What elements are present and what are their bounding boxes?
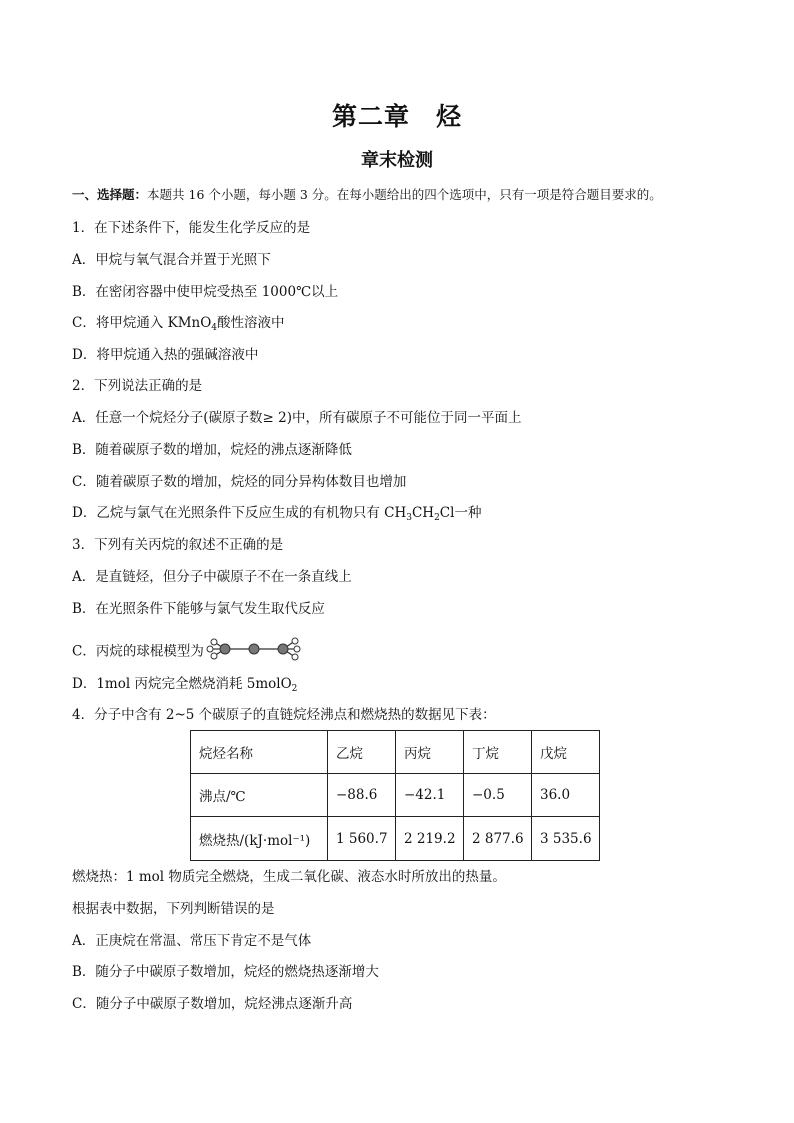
q3-option-c-text: C．丙烷的球棍模型为 (72, 643, 204, 660)
q3-option-d-subscript: 2 (291, 684, 298, 694)
q3-stem: 3．下列有关丙烷的叙述不正确的是 (72, 537, 284, 553)
q2-stem: 2．下列说法正确的是 (72, 378, 203, 394)
table-cell: −88.6 (328, 774, 396, 817)
chapter-title: 第二章 烃 (331, 102, 462, 131)
table-row-label: 沸点/℃ (191, 774, 328, 817)
section-label: 一、选择题： (72, 187, 148, 202)
table-header-row (191, 731, 600, 774)
q1-option-c-subscript: 4 (211, 323, 218, 333)
q1-option-c (72, 313, 285, 338)
q4-option-a: A．正庚烷在常温、常压下肯定不是气体 (72, 933, 312, 949)
propane-ball-stick-model-icon (206, 636, 302, 668)
alkane-data-table (190, 730, 600, 861)
q1-option-a: A．甲烷与氧气混合并置于光照下 (72, 252, 271, 268)
q2-option-d-sub1: 3 (406, 513, 412, 523)
table-cell: 3 535.6 (532, 817, 600, 861)
q4-stem: 4．分子中含有 2~5 个碳原子的直链烷烃沸点和燃烧热的数据见下表： (72, 707, 496, 723)
q2-option-d-text-end: Cl一种 (439, 505, 482, 521)
q1-stem: 1．在下述条件下，能发生化学反应的是 (72, 220, 311, 236)
q2-option-b: B．随着碳原子数的增加，烷烃的沸点逐渐降低 (72, 442, 352, 458)
table-header-cell: 丙烷 (396, 731, 464, 774)
q2-option-d (72, 503, 481, 528)
q4-prompt: 根据表中数据，下列判断错误的是 (72, 901, 275, 917)
q4-option-b: B．随分子中碳原子数增加，烷烃的燃烧热逐渐增大 (72, 964, 379, 980)
q2-option-a: A．任意一个烷烃分子(碳原子数≥ 2)中，所有碳原子不可能位于同一平面上 (72, 410, 522, 426)
q3-option-b: B．在光照条件下能够与氯气发生取代反应 (72, 601, 325, 617)
table-row-combustion-heat (191, 817, 600, 861)
q1-option-d: D．将甲烷通入热的强碱溶液中 (72, 347, 259, 363)
q2-option-d-sub2: 2 (434, 513, 440, 523)
q2-option-d-text: D．乙烷与氯气在光照条件下反应生成的有机物只有 CH (72, 505, 407, 521)
q3-option-c (72, 636, 302, 668)
table-header-cell: 烷烃名称 (191, 731, 328, 774)
section-instructions (72, 185, 662, 205)
q2-option-c: C．随着碳原子数的增加，烷烃的同分异构体数目也增加 (72, 474, 407, 490)
table-header-cell: 戊烷 (532, 731, 600, 774)
table-cell: −42.1 (396, 774, 464, 817)
table-cell: 1 560.7 (328, 817, 396, 861)
section-text: 本题共 16 个小题，每小题 3 分。在每小题给出的四个选项中，只有一项是符合题目要求的。 (147, 187, 662, 202)
q3-option-d (72, 674, 297, 699)
table-cell: −0.5 (464, 774, 532, 817)
q1-option-c-text-end: 酸性溶液中 (217, 315, 285, 331)
q4-note: 燃烧热：1 mol 物质完全燃烧，生成二氧化碳、液态水时所放出的热量。 (72, 869, 506, 885)
q2-option-d-text-mid: CH (411, 505, 435, 521)
table-cell: 2 877.6 (464, 817, 532, 861)
q1-option-b: B．在密闭容器中使甲烷受热至 1000℃以上 (72, 284, 339, 300)
table-header-cell: 丁烷 (464, 731, 532, 774)
q3-option-d-text: D．1mol 丙烷完全燃烧消耗 5molO (72, 676, 292, 692)
q4-option-c: C．随分子中碳原子数增加，烷烃沸点逐渐升高 (72, 996, 353, 1012)
table-row-boiling-point (191, 774, 600, 817)
table-cell: 2 219.2 (396, 817, 464, 861)
q3-option-a: A．是直链烃，但分子中碳原子不在一条直线上 (72, 569, 352, 585)
table-header-cell: 乙烷 (328, 731, 396, 774)
chapter-subtitle: 章末检测 (361, 150, 433, 171)
q1-option-c-text: C．将甲烷通入 KMnO (72, 315, 212, 331)
table-cell: 36.0 (532, 774, 600, 817)
table-row-label: 燃烧热/(kJ·mol⁻¹) (191, 817, 328, 861)
